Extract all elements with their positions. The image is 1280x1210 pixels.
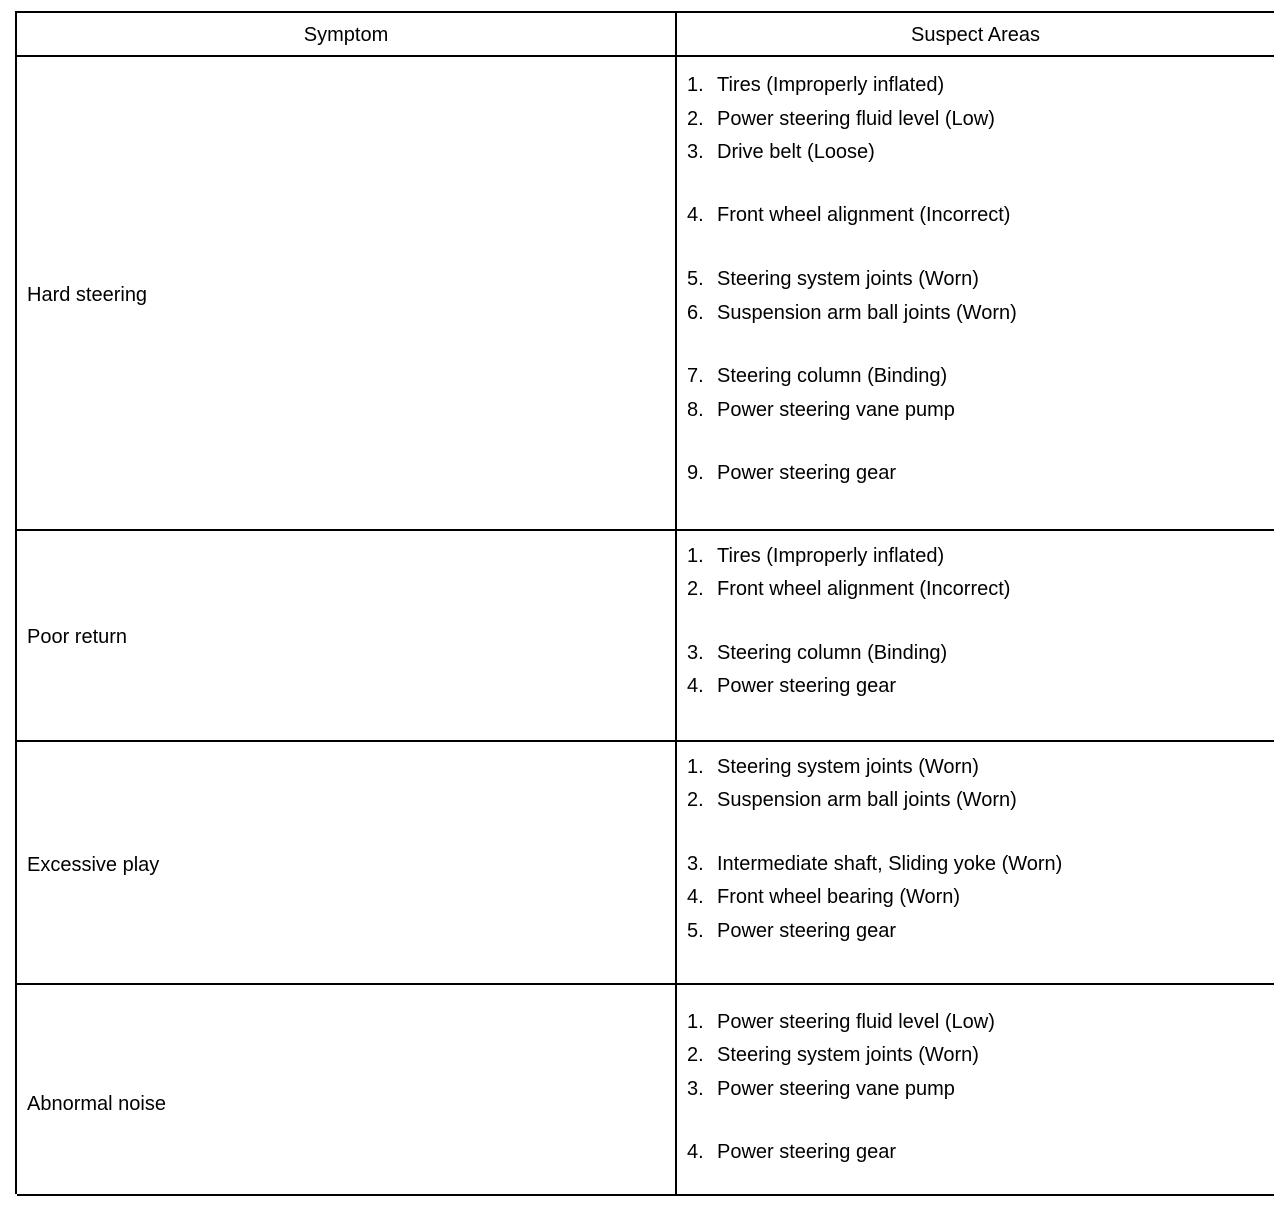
item-number: 2. [687, 578, 704, 600]
item-text: Power steering fluid level (Low) [717, 1011, 995, 1033]
item-text: Drive belt (Loose) [717, 141, 875, 163]
table-row-abnormal-noise [17, 985, 1274, 1196]
item-number: 4. [687, 204, 704, 226]
list-item [687, 73, 944, 97]
item-number: 6. [687, 302, 704, 324]
troubleshooting-table [15, 11, 1274, 1194]
item-number: 2. [687, 108, 704, 130]
header-suspect-areas: Suspect Areas [911, 24, 1040, 46]
item-number: 1. [687, 1011, 704, 1033]
item-number: 2. [687, 1044, 704, 1066]
item-number: 1. [687, 74, 704, 96]
item-text: Tires (Improperly inflated) [717, 545, 945, 567]
list-item [687, 267, 979, 291]
item-text: Power steering vane pump [717, 399, 955, 421]
item-number: 4. [687, 675, 704, 697]
list-item [687, 301, 1017, 325]
item-text: Suspension arm ball joints (Worn) [717, 302, 1017, 324]
item-text: Steering system joints (Worn) [717, 756, 979, 778]
item-number: 8. [687, 399, 704, 421]
list-item [687, 641, 947, 665]
item-text: Power steering gear [717, 462, 896, 484]
list-item [687, 107, 995, 131]
list-item [687, 544, 944, 568]
symptom-cell: Abnormal noise [27, 1093, 166, 1115]
item-number: 3. [687, 141, 704, 163]
list-item [687, 919, 896, 943]
item-text: Power steering gear [717, 675, 896, 697]
item-text: Front wheel alignment (Incorrect) [717, 578, 1011, 600]
item-text: Steering system joints (Worn) [717, 1044, 979, 1066]
list-item [687, 788, 1017, 812]
table-row-excessive-play [17, 742, 1274, 985]
item-text: Power steering vane pump [717, 1078, 955, 1100]
item-text: Intermediate shaft, Sliding yoke (Worn) [717, 853, 1063, 875]
item-text: Tires (Improperly inflated) [717, 74, 945, 96]
item-text: Steering column (Binding) [717, 365, 948, 387]
item-number: 4. [687, 886, 704, 908]
item-text: Steering column (Binding) [717, 642, 948, 664]
item-number: 4. [687, 1141, 704, 1163]
table-row-hard-steering [17, 57, 1274, 531]
list-item [687, 852, 1062, 876]
item-text: Steering system joints (Worn) [717, 268, 979, 290]
item-number: 2. [687, 789, 704, 811]
item-text: Front wheel bearing (Worn) [717, 886, 961, 908]
symptom-cell: Poor return [27, 626, 128, 648]
list-item [687, 1010, 995, 1034]
item-number: 1. [687, 545, 704, 567]
item-number: 7. [687, 365, 704, 387]
item-text: Front wheel alignment (Incorrect) [717, 204, 1011, 226]
list-item [687, 1140, 896, 1164]
item-text: Suspension arm ball joints (Worn) [717, 789, 1017, 811]
list-item [687, 577, 1010, 601]
item-number: 3. [687, 642, 704, 664]
item-number: 5. [687, 920, 704, 942]
item-number: 1. [687, 756, 704, 778]
item-number: 5. [687, 268, 704, 290]
list-item [687, 1043, 979, 1067]
list-item [687, 461, 896, 485]
table-row-poor-return [17, 531, 1274, 742]
list-item [687, 203, 1010, 227]
list-item [687, 1077, 955, 1101]
list-item [687, 755, 979, 779]
table-header-row [17, 13, 1274, 57]
list-item [687, 364, 947, 388]
item-number: 3. [687, 1078, 704, 1100]
header-symptom: Symptom [303, 24, 389, 46]
item-number: 9. [687, 462, 704, 484]
item-text: Power steering fluid level (Low) [717, 108, 995, 130]
list-item [687, 140, 875, 164]
item-text: Power steering gear [717, 1141, 896, 1163]
symptom-cell: Excessive play [27, 854, 160, 876]
list-item [687, 674, 896, 698]
list-item [687, 885, 960, 909]
item-text: Power steering gear [717, 920, 896, 942]
symptom-cell: Hard steering [27, 284, 148, 306]
item-number: 3. [687, 853, 704, 875]
list-item [687, 398, 955, 422]
